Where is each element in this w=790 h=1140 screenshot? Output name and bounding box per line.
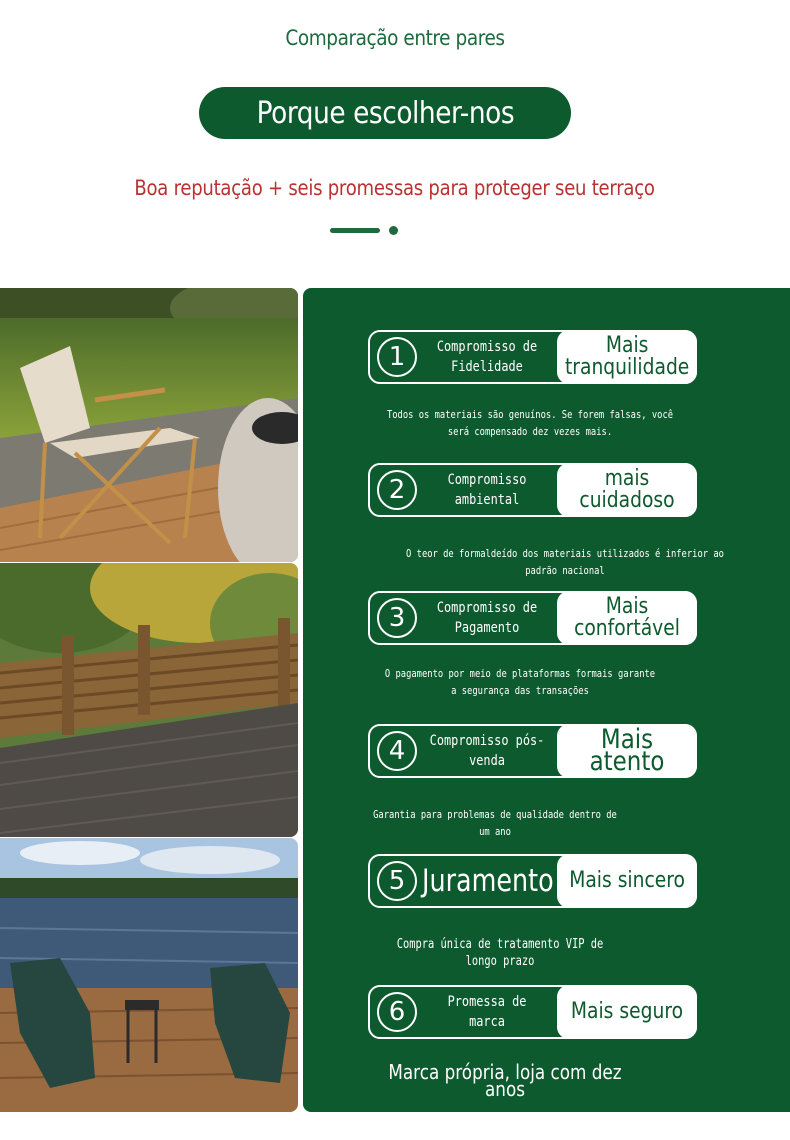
- promise-tag-1-text: Mais tranquilidade: [564, 333, 690, 380]
- promise-card-6: [368, 985, 697, 1039]
- promise-tag-6-text: Mais seguro: [570, 999, 684, 1024]
- number-5-icon: 5: [377, 861, 417, 901]
- promise-name-1: [418, 332, 556, 382]
- promise-tag-2-text: mais cuidadoso: [579, 466, 675, 513]
- promise-tag-2: [557, 463, 697, 517]
- promise-description-2-text: O teor de formaldeído dos materiais utilizados é inferior ao padrão nacional: [406, 547, 724, 577]
- photo-fenced-deck: [0, 563, 298, 837]
- promise-name-2: [418, 465, 556, 515]
- promise-tag-4-text: Mais atento: [589, 724, 665, 777]
- promise-description-4-text: Garantia para problemas de qualidade dentro de um ano: [373, 808, 617, 838]
- promise-description-2: [365, 545, 765, 579]
- promise-description-5-text: Compra única de tratamento VIP de longo prazo: [396, 937, 604, 969]
- promise-description-3-text: O pagamento por meio de plataformas formais garante a segurança das transações: [384, 667, 656, 697]
- promise-tag-1: [557, 330, 697, 384]
- promise-card-2: [368, 463, 697, 517]
- promise-tag-5: [557, 854, 697, 908]
- slogan-text: Boa reputação + seis promessas para proteger seu terraço: [134, 176, 656, 200]
- number-3-icon: 3: [377, 598, 417, 638]
- promise-name-6-text: Promessa de marca: [447, 994, 527, 1030]
- promise-card-1: [368, 330, 697, 384]
- promise-description-6: [340, 1060, 670, 1101]
- number-1-icon: 1: [377, 337, 417, 377]
- promise-name-5-text: Juramento: [422, 863, 554, 899]
- promise-name-1-text: Compromisso de Fidelidade: [436, 339, 538, 375]
- photo-lake-deck: [0, 838, 298, 1112]
- promise-description-4: [340, 806, 650, 840]
- promise-name-3-text: Compromisso de Pagamento: [436, 600, 538, 636]
- promise-description-5: [350, 936, 650, 970]
- promise-card-5: [368, 854, 697, 908]
- promise-tag-3-text: Mais confortável: [574, 594, 680, 641]
- promise-tag-6: [557, 985, 697, 1039]
- promise-tag-3: [557, 591, 697, 645]
- promise-description-1: [340, 406, 720, 440]
- promise-description-1-text: Todos os materiais são genuínos. Se forem falsas, você será compensado dez vezes mais.: [386, 408, 674, 438]
- promise-name-4: [418, 726, 556, 776]
- number-6-icon: 6: [377, 992, 417, 1032]
- section-subtitle: Comparação entre pares: [285, 26, 505, 50]
- slogan: [0, 176, 790, 200]
- photo-chair-deck: [0, 288, 298, 562]
- decorative-dot: [389, 226, 398, 235]
- promise-name-3: [418, 593, 556, 643]
- decorative-bar: [330, 228, 380, 233]
- section-title-pill: [199, 87, 571, 139]
- number-4-icon: 4: [377, 731, 417, 771]
- promise-card-4: [368, 724, 697, 778]
- promise-name-6: [418, 987, 556, 1037]
- promise-name-2-text: Compromisso ambiental: [447, 472, 527, 508]
- section-title: Porque escolher-nos: [256, 95, 514, 131]
- promise-card-3: [368, 591, 697, 645]
- promise-tag-4: [557, 724, 697, 778]
- number-2-icon: 2: [377, 470, 417, 510]
- promise-name-5: [418, 856, 556, 906]
- promise-name-4-text: Compromisso pós-venda: [429, 733, 545, 769]
- promise-description-3: [350, 665, 690, 699]
- promise-description-6-text: Marca própria, loja com dez anos: [388, 1060, 622, 1101]
- promise-tag-5-text: Mais sincero: [569, 868, 685, 893]
